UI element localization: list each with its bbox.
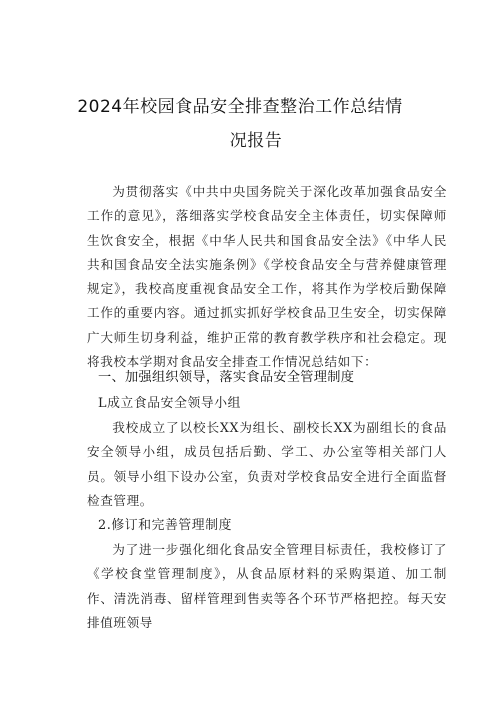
section-1-heading: 一、加强组织领导，落实食品安全管理制度 [98, 370, 355, 385]
subsection-1-paragraph: 我校成立了以校长XX为组长、副校长XX为副组长的食品安全领导小组，成员包括后勤、学工、办公室等相关部门人员。领导小组下设办公室，负责对学校食品安全进行全面监督检查管理。 [87, 420, 447, 508]
subsection-2-paragraph: 为了进一步强化细化食品安全管理目标责任，我校修订了《学校食堂管理制度》，从食品原材料的采购渠道、加工制作、清洗消毒、留样管理到售卖等各个环节严格把控。每天安排值班领导 [87, 542, 447, 630]
subsection-1-heading: L成立食品安全领导小组 [98, 396, 242, 411]
intro-paragraph: 为贯彻落实《中共中央国务院关于深化改革加强食品安全工作的意见》，落细落实学校食品安全主体责任，切实保障师生饮食安全，根据《中华人民共和国食品安全法》《中华人民共和国食品安全法实施条例》《学校食品安全与营养健康管理规定》，我校高度重视食品安全工作，将其作为学校后勤保障工作的重要内容。通过抓实抓好学校食品卫生安全，切实保障广大师生切身利益，维护正常的教育教学秩序和社会稳定。现将我校本学期对食品安全排查工作情况总结如下： [87, 184, 447, 370]
document-title-line-2: 况报告 [229, 131, 283, 151]
document-title-line-1: 2024年校园食品安全排查整治工作总结情 [77, 97, 403, 117]
subsection-2-heading: 2.修订和完善管理制度 [98, 518, 232, 533]
